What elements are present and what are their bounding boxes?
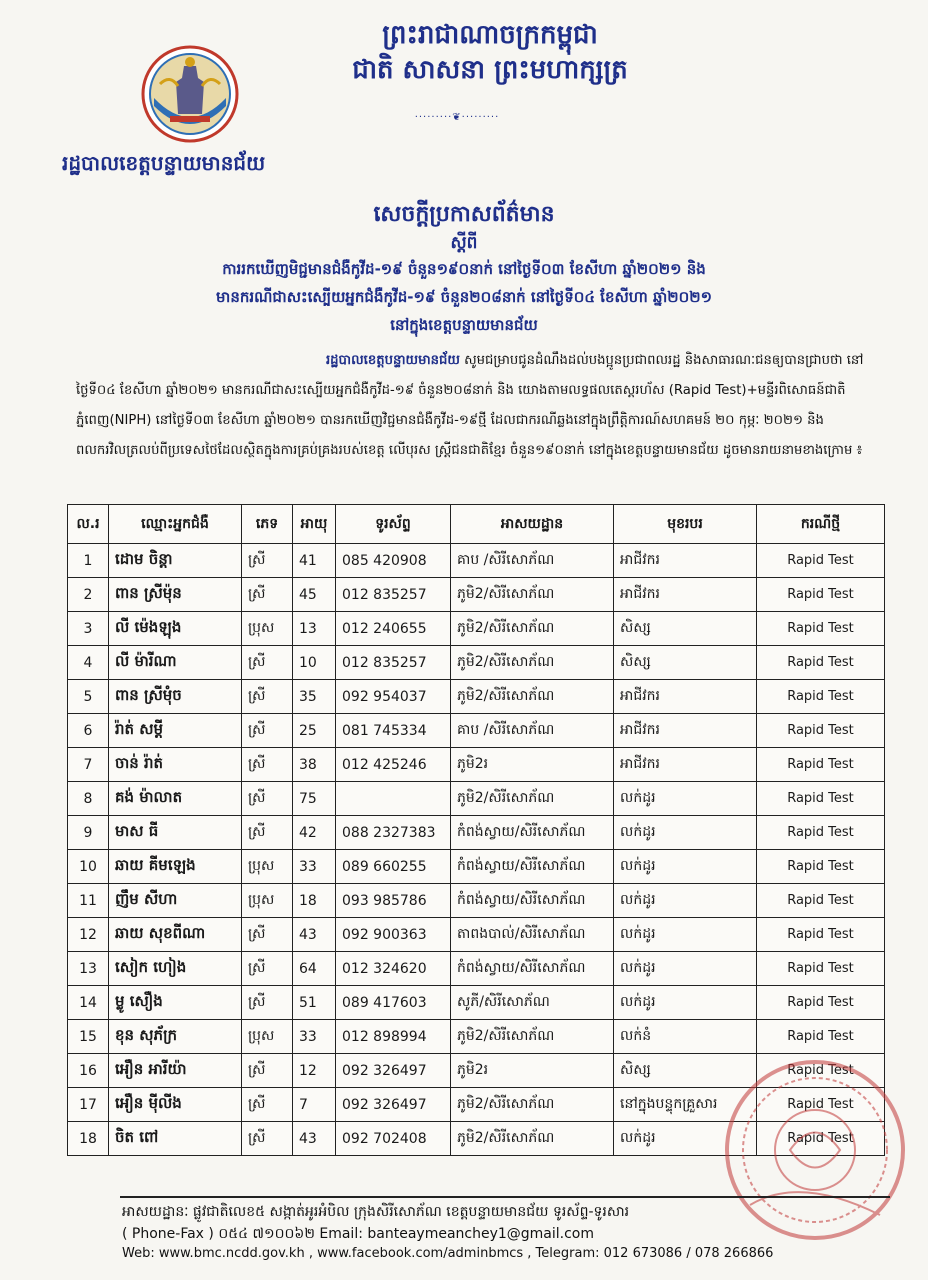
header-sex: ភេទ xyxy=(242,505,293,544)
patient-table xyxy=(67,504,885,1156)
cell-name: អឿន ម៉ីលីង xyxy=(109,1088,242,1122)
cell-age: 43 xyxy=(293,1122,336,1156)
cell-occupation: លក់ដូរ xyxy=(614,782,757,816)
cell-no: 9 xyxy=(68,816,109,850)
cell-name: ម្លូ សឿង xyxy=(109,986,242,1020)
cell-name: ឆាយ គីមឡេង xyxy=(109,850,242,884)
cell-phone: 085 420908 xyxy=(336,544,451,578)
table-row xyxy=(68,952,885,986)
cell-case: Rapid Test xyxy=(757,918,885,952)
cell-case: Rapid Test xyxy=(757,714,885,748)
header-case: ករណីថ្មី xyxy=(757,505,885,544)
cell-name: មាស ធី xyxy=(109,816,242,850)
cell-no: 17 xyxy=(68,1088,109,1122)
cell-name: លី ម៉ារីណា xyxy=(109,646,242,680)
cell-sex: ប្រុស xyxy=(242,884,293,918)
table-row xyxy=(68,918,885,952)
cell-no: 5 xyxy=(68,680,109,714)
cell-address: គាប /សិរីសោភ័ណ xyxy=(451,544,614,578)
cell-phone: 012 324620 xyxy=(336,952,451,986)
cell-age: 43 xyxy=(293,918,336,952)
cell-no: 4 xyxy=(68,646,109,680)
cell-case: Rapid Test xyxy=(757,1054,885,1088)
cell-occupation: អាជីវករ xyxy=(614,748,757,782)
cell-phone: 093 985786 xyxy=(336,884,451,918)
cell-occupation: លក់ដូរ xyxy=(614,816,757,850)
table-row xyxy=(68,1020,885,1054)
cell-occupation: អាជីវករ xyxy=(614,578,757,612)
cell-occupation: សិស្ស xyxy=(614,646,757,680)
cell-sex: ស្រី xyxy=(242,986,293,1020)
cell-address: កំពង់ស្វាយ/សិរីសោភ័ណ xyxy=(451,850,614,884)
footer-address: អាសយដ្ឋានៈ ផ្លូវជាតិលេខ៥ សង្កាត់អូរអំបិល ក្រុងសិរីសោភ័ណ ខេត្តបន្ទាយមានជ័យ ទូរស័ព្ទ-ទូរសារ xyxy=(122,1204,630,1220)
cell-sex: ស្រី xyxy=(242,782,293,816)
cell-sex: ស្រី xyxy=(242,544,293,578)
table-row xyxy=(68,1122,885,1156)
table-row xyxy=(68,680,885,714)
cell-sex: ស្រី xyxy=(242,578,293,612)
cell-no: 16 xyxy=(68,1054,109,1088)
header-no: ល.រ xyxy=(68,505,109,544)
cell-age: 41 xyxy=(293,544,336,578)
cell-case: Rapid Test xyxy=(757,816,885,850)
cell-name: អឿន អារីយ៉ា xyxy=(109,1054,242,1088)
cell-name: លី ម៉េងឡុង xyxy=(109,612,242,646)
cell-phone: 012 240655 xyxy=(336,612,451,646)
cell-no: 12 xyxy=(68,918,109,952)
cell-age: 33 xyxy=(293,1020,336,1054)
cell-phone: 092 326497 xyxy=(336,1088,451,1122)
cell-phone: 092 702408 xyxy=(336,1122,451,1156)
table-row xyxy=(68,986,885,1020)
cell-age: 10 xyxy=(293,646,336,680)
table-row xyxy=(68,578,885,612)
table-row xyxy=(68,646,885,680)
table-row xyxy=(68,1088,885,1122)
cell-phone: 088 2327383 xyxy=(336,816,451,850)
table-row xyxy=(68,612,885,646)
cell-case: Rapid Test xyxy=(757,612,885,646)
cell-address: ភូមិ2/សិរីសោភ័ណ xyxy=(451,612,614,646)
cell-address: ភូមិ2/សិរីសោភ័ណ xyxy=(451,1020,614,1054)
cell-age: 38 xyxy=(293,748,336,782)
cell-age: 64 xyxy=(293,952,336,986)
footer-divider xyxy=(120,1196,890,1198)
cell-phone: 012 835257 xyxy=(336,646,451,680)
cell-address: សូភី/សិរីសោភ័ណ xyxy=(451,986,614,1020)
cell-case: Rapid Test xyxy=(757,680,885,714)
cell-name: ចាន់ រ៉ាត់ xyxy=(109,748,242,782)
cell-phone: 081 745334 xyxy=(336,714,451,748)
cell-no: 14 xyxy=(68,986,109,1020)
cell-age: 7 xyxy=(293,1088,336,1122)
cell-no: 8 xyxy=(68,782,109,816)
header-name: ឈ្មោះអ្នកជំងឺ xyxy=(109,505,242,544)
cell-age: 25 xyxy=(293,714,336,748)
cell-no: 1 xyxy=(68,544,109,578)
cell-occupation: នៅក្នុងបន្ទុកគ្រួសារ xyxy=(614,1088,757,1122)
cell-no: 13 xyxy=(68,952,109,986)
cell-occupation: អាជីវករ xyxy=(614,544,757,578)
cell-occupation: លក់ដូរ xyxy=(614,918,757,952)
cell-phone: 089 660255 xyxy=(336,850,451,884)
table-body xyxy=(68,544,885,1156)
kingdom-name: ព្រះរាជាណាចក្រកម្ពុជា xyxy=(382,20,598,50)
cell-age: 42 xyxy=(293,816,336,850)
cell-no: 10 xyxy=(68,850,109,884)
cell-occupation: សិស្ស xyxy=(614,1054,757,1088)
cell-occupation: សិស្ស xyxy=(614,612,757,646)
cell-occupation: លក់ដូរ xyxy=(614,986,757,1020)
table-header-row xyxy=(68,505,885,544)
cell-age: 45 xyxy=(293,578,336,612)
cell-case: Rapid Test xyxy=(757,748,885,782)
cell-address: ភូមិ2រ xyxy=(451,1054,614,1088)
cell-age: 13 xyxy=(293,612,336,646)
cell-address: ភូមិ2/សិរីសោភ័ណ xyxy=(451,1122,614,1156)
cell-age: 18 xyxy=(293,884,336,918)
footer-phone-email: ( Phone-Fax ) ០៥៤ ៧១០០៦២ Email: banteaymeanchey1@gmail.com xyxy=(122,1226,595,1242)
table-row xyxy=(68,782,885,816)
table-row xyxy=(68,544,885,578)
cell-phone: 092 900363 xyxy=(336,918,451,952)
cell-name: ខុន សុភ័ក្រ xyxy=(109,1020,242,1054)
cell-phone xyxy=(336,782,451,816)
table-row xyxy=(68,714,885,748)
table-row xyxy=(68,1054,885,1088)
footer-web: Web: www.bmc.ncdd.gov.kh , www.facebook.com/adminbmcs , Telegram: 012 673086 / 078 266866 xyxy=(122,1246,774,1261)
cell-address: ភូមិ2រ xyxy=(451,748,614,782)
header-phone: ទូរស័ព្ទ xyxy=(336,505,451,544)
cell-sex: ស្រី xyxy=(242,1088,293,1122)
cell-sex: ស្រី xyxy=(242,680,293,714)
cell-no: 2 xyxy=(68,578,109,612)
cell-no: 18 xyxy=(68,1122,109,1156)
cell-name: ពាន ស្រីមុំច xyxy=(109,680,242,714)
cell-no: 3 xyxy=(68,612,109,646)
cell-occupation: លក់ដូរ xyxy=(614,952,757,986)
cell-name: រ៉ាត់ សម្តី xyxy=(109,714,242,748)
kingdom-heading xyxy=(300,18,680,88)
cell-age: 12 xyxy=(293,1054,336,1088)
cell-occupation: អាជីវករ xyxy=(614,714,757,748)
cell-occupation: លក់នំ xyxy=(614,1020,757,1054)
cell-case: Rapid Test xyxy=(757,952,885,986)
cell-name: ពាន ស្រីម៉ុន xyxy=(109,578,242,612)
cell-address: កំពង់ស្វាយ/សិរីសោភ័ណ xyxy=(451,952,614,986)
cell-sex: ប្រុស xyxy=(242,1020,293,1054)
subject-line-2: មានករណីជាសះស្បើយអ្នកជំងឺកូវីដ-១៩ ចំនួន២០៨នាក់ នៅថ្ងៃទី០៤ ខែសីហា ឆ្នាំ២០២១ xyxy=(216,288,712,306)
ornament-divider: ·········❦········· xyxy=(414,112,500,123)
cell-phone: 012 425246 xyxy=(336,748,451,782)
cell-phone: 092 954037 xyxy=(336,680,451,714)
cell-case: Rapid Test xyxy=(757,1088,885,1122)
cell-address: កំពង់ស្វាយ/សិរីសោភ័ណ xyxy=(451,816,614,850)
cell-case: Rapid Test xyxy=(757,884,885,918)
cell-sex: ស្រី xyxy=(242,1054,293,1088)
subject-line-1: ការរកឃើញមិជ្ជមានជំងឺកូវីដ-១៩ ចំនួន១៩០នាក់ នៅថ្ងៃទី០៣ ខែសីហា ឆ្នាំ២០២១ និង xyxy=(222,260,706,278)
announcement-paragraph xyxy=(76,346,886,466)
table-row xyxy=(68,850,885,884)
table-row xyxy=(68,816,885,850)
cell-sex: ប្រុស xyxy=(242,850,293,884)
cell-address: ភូមិ2/សិរីសោភ័ណ xyxy=(451,680,614,714)
cell-case: Rapid Test xyxy=(757,1122,885,1156)
cell-phone: 092 326497 xyxy=(336,1054,451,1088)
table-row xyxy=(68,884,885,918)
cell-occupation: អាជីវករ xyxy=(614,680,757,714)
cell-name: ញឹម សីហា xyxy=(109,884,242,918)
cell-case: Rapid Test xyxy=(757,544,885,578)
header-address: អាសយដ្ឋាន xyxy=(451,505,614,544)
cell-name: គង់ ម៉ាលាត xyxy=(109,782,242,816)
cell-no: 11 xyxy=(68,884,109,918)
cell-name: ឆាយ សុខពីណា xyxy=(109,918,242,952)
header-age: អាយុ xyxy=(293,505,336,544)
table-row xyxy=(68,748,885,782)
cell-address: ភូមិ2/សិរីសោភ័ណ xyxy=(451,578,614,612)
document-about: ស្តីពី xyxy=(450,233,478,253)
cell-age: 35 xyxy=(293,680,336,714)
cell-sex: ស្រី xyxy=(242,714,293,748)
cell-name: ដោម ចិន្តា xyxy=(109,544,242,578)
cell-address: ភូមិ2/សិរីសោភ័ណ xyxy=(451,1088,614,1122)
cell-no: 7 xyxy=(68,748,109,782)
cell-age: 33 xyxy=(293,850,336,884)
cell-phone: 012 835257 xyxy=(336,578,451,612)
cell-occupation: លក់ដូរ xyxy=(614,1122,757,1156)
cell-sex: ស្រី xyxy=(242,952,293,986)
cell-phone: 012 898994 xyxy=(336,1020,451,1054)
cell-case: Rapid Test xyxy=(757,646,885,680)
issuing-administration: រដ្ឋបាលខេត្តបន្ទាយមានជ័យ xyxy=(62,151,266,175)
cell-sex: ស្រី xyxy=(242,1122,293,1156)
cell-case: Rapid Test xyxy=(757,1020,885,1054)
cell-sex: ស្រី xyxy=(242,918,293,952)
cell-case: Rapid Test xyxy=(757,850,885,884)
cell-no: 15 xyxy=(68,1020,109,1054)
cell-no: 6 xyxy=(68,714,109,748)
cell-name: សៀក ហៀង xyxy=(109,952,242,986)
cell-sex: ស្រី xyxy=(242,748,293,782)
cell-sex: ស្រី xyxy=(242,646,293,680)
header-occupation: មុខរបរ xyxy=(614,505,757,544)
cell-address: ភូមិ2/សិរីសោភ័ណ xyxy=(451,646,614,680)
provincial-seal-logo xyxy=(140,44,240,144)
cell-sex: ប្រុស xyxy=(242,612,293,646)
cell-age: 75 xyxy=(293,782,336,816)
cell-name: ចិត ពៅ xyxy=(109,1122,242,1156)
cell-address: គាប /សិរីសោភ័ណ xyxy=(451,714,614,748)
cell-sex: ស្រី xyxy=(242,816,293,850)
cell-occupation: លក់ដូរ xyxy=(614,850,757,884)
cell-address: កំពង់ស្វាយ/សិរីសោភ័ណ xyxy=(451,884,614,918)
cell-case: Rapid Test xyxy=(757,578,885,612)
cell-age: 51 xyxy=(293,986,336,1020)
cell-case: Rapid Test xyxy=(757,782,885,816)
cell-phone: 089 417603 xyxy=(336,986,451,1020)
cell-address: តាពងបាល់/សិរីសោភ័ណ xyxy=(451,918,614,952)
subject-line-3: នៅក្នុងខេត្តបន្ទាយមានជ័យ xyxy=(390,316,538,334)
document-title: សេចក្តីប្រកាសព័ត៌មាន xyxy=(373,202,555,227)
paragraph-body: សូមជម្រាបជូនដំណឹងដល់បងប្អូនប្រជាពលរដ្ឋ និងសាធារណៈជនឲ្យបានជ្រាបថា នៅថ្ងៃទី០៤ ខែសីហា ឆ្នាំ២០២១ មានករណីជាសះស្បើយអ្នកជំងឺកូវីដ-១៩ ចំនួន២០៨នាក់ និង យោងតាមលទ្ធផលតេស្តរហ័ស (Rapid Test)+មន្ទីរពិសោធន៍ជាតិភ្នំពេញ(NIPH) នៅថ្ងៃទី០៣ ខែសីហា ឆ្នាំ២០២១ បានរកឃើញវិជ្ជមានជំងឺកូវីដ-១៩ថ្មី ដែលជាករណីឆ្លងនៅក្នុងព្រឹត្តិការណ៍សហគមន៍ ២០ កុម្ភៈ ២០២១ និងពលករវិលត្រលប់ពីប្រទេសថៃដែលស្ថិតក្នុងការគ្រប់គ្រងរបស់ខេត្ត លើបុរស ស្ត្រីជនជាតិខ្មែរ ចំនួន១៩០នាក់ នៅក្នុងខេត្តបន្ទាយមានជ័យ ដូចមានរាយនាមខាងក្រោម ៖ xyxy=(76,353,864,458)
cell-occupation: លក់ដូរ xyxy=(614,884,757,918)
cell-address: ភូមិ2/សិរីសោភ័ណ xyxy=(451,782,614,816)
paragraph-lead: រដ្ឋបាលខេត្តបន្ទាយមានជ័យ xyxy=(326,353,460,368)
cell-case: Rapid Test xyxy=(757,986,885,1020)
national-motto: ជាតិ សាសនា ព្រះមហាក្សត្រ xyxy=(352,55,628,85)
